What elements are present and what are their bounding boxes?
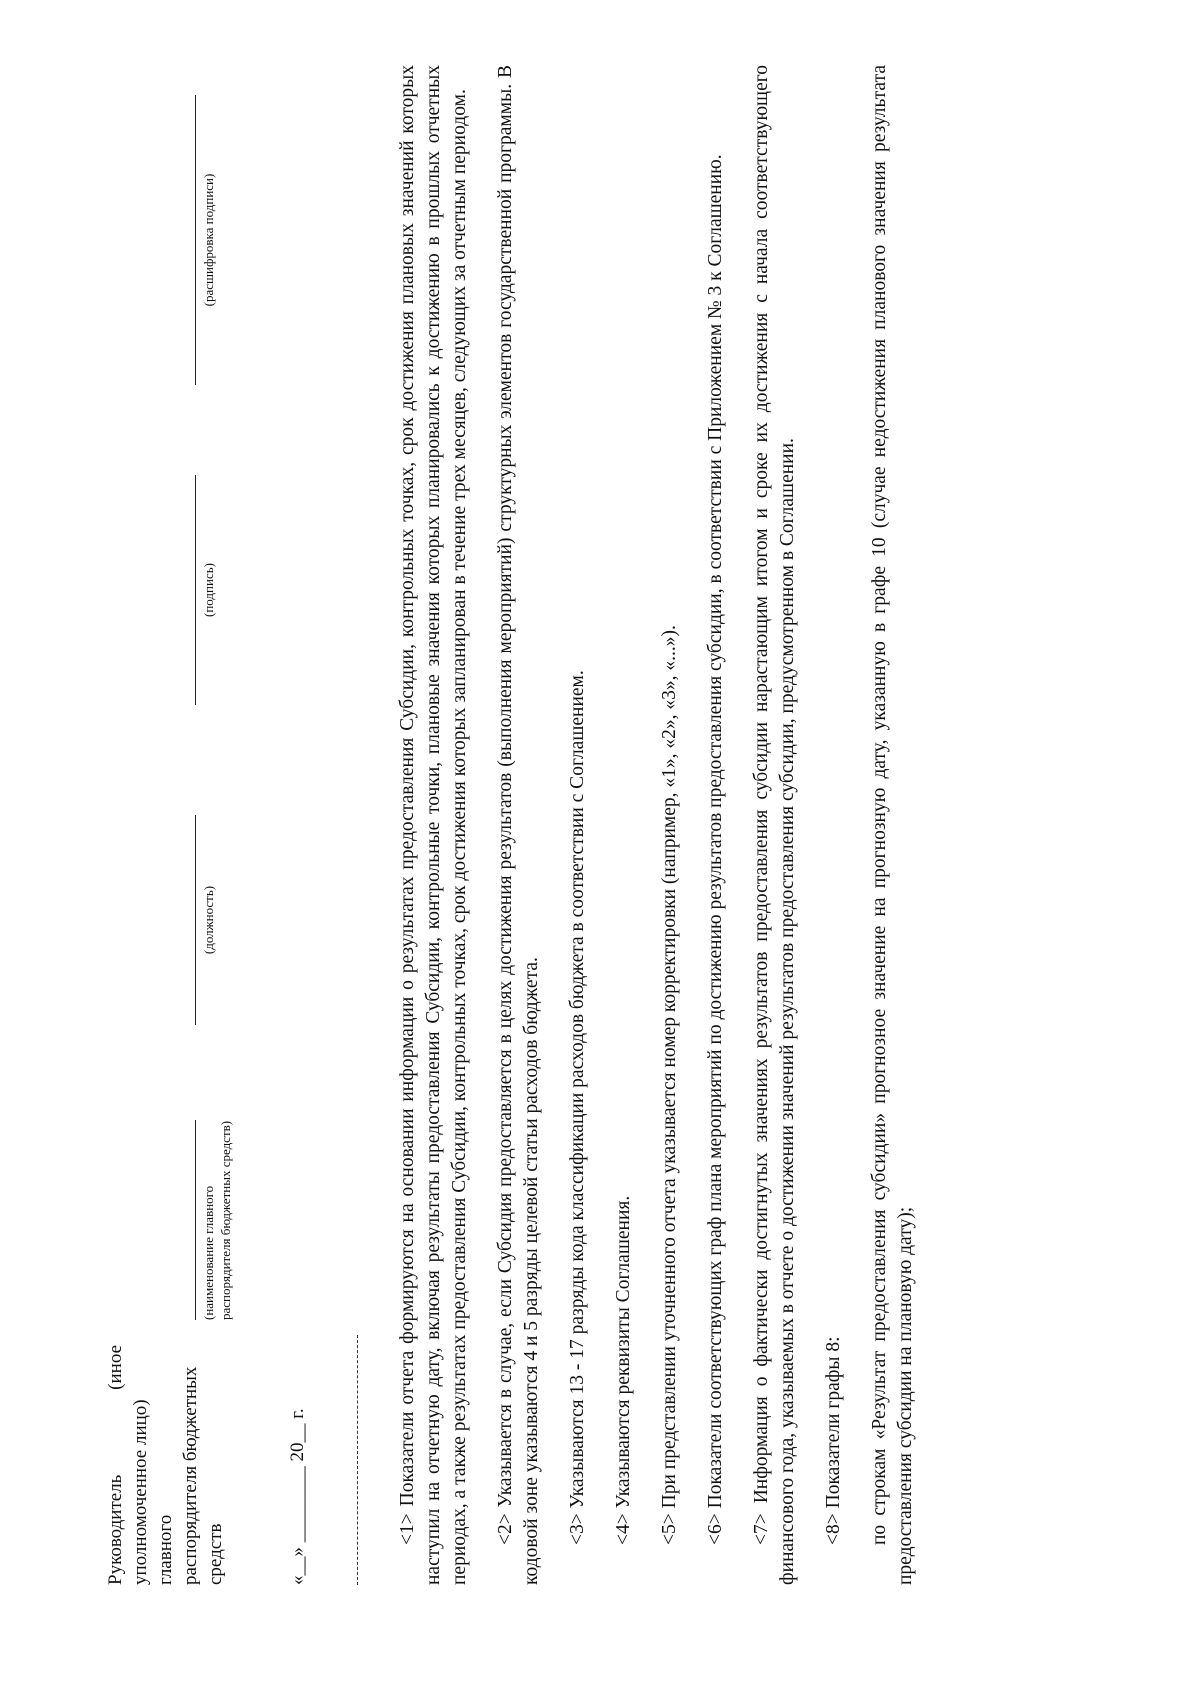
position-field: [195, 815, 217, 1025]
head-label-part1: Руководитель: [105, 1474, 126, 1585]
signature-field: [195, 475, 217, 705]
footnote-4: <4> Указываются реквизиты Соглашения.: [613, 1195, 634, 1545]
footnote-6: <6> Показатели соответствующих граф плана мероприятий по достижению результатов предоставления субсидии, в соответствии с Приложением № 3 к Соглашению.: [705, 154, 726, 1545]
head-label: [103, 1345, 228, 1585]
footnote-8-detail: по строкам «Результат предоставления субсидии» прогнозное значение на прогнозную дату, указанную в графе 10 (случае недостижения планового значения результата предоставления субсидии на плановую дату);: [869, 65, 916, 1585]
footnote-separator: [357, 1335, 358, 1585]
footnote-8: <8> Показатели графы 8:: [823, 1336, 844, 1545]
org-caption: (наименование главного распорядителя бюджетных средств): [201, 1120, 233, 1320]
name-field: [195, 95, 217, 385]
footnote-5: <5> При представлении уточненного отчета указывается номер корректировки (например, «1», «2», «3», «...»).: [659, 625, 680, 1545]
footnote-1: <1> Показатели отчета формируются на основании информации о результатах предоставления Субсидии, контрольных точках, срок достижения плановых значений которых наступил на отчетную дату, включая результаты предоставления Субсидии, контрольные точки, плановые значения которых планировались к достижению в прошлых отчетных периодах, а также результатах предоставления Субсидии, контрольных точках, срок достижения которых запланирован в течение трех месяцев, следующих за отчетным периодом.: [397, 65, 470, 1585]
position-caption: (должность): [201, 885, 216, 955]
name-caption: (расшифровка подписи): [201, 173, 216, 307]
org-field: [195, 1120, 234, 1320]
rotated-content: [95, 65, 1135, 1585]
date-line: «__» ________ 20__ г.: [287, 1408, 308, 1585]
signature-block: [95, 65, 385, 1585]
footnotes: [395, 65, 939, 1585]
footnote-7: <7> Информация о фактически достигнутых значениях результатов предоставления субсидии нарастающим итогом и сроке их достижения с начала соответствующего финансового года, указываемых в отчете о достижении значений результатов предоставления субсидии, предусмотренном в Соглашении.: [751, 65, 798, 1585]
signature-caption: (подпись): [201, 563, 216, 617]
head-label-part2: (иное: [105, 1345, 126, 1390]
head-label-line1: [103, 1345, 128, 1585]
footnote-3: <3> Указываются 13 - 17 разряды кода классификации расходов бюджета в соответствии с Соглашением.: [567, 670, 588, 1545]
head-label-line3: распорядителя бюджетных средств: [180, 1366, 226, 1585]
head-label-line2: уполномоченное лицо) главного: [130, 1399, 176, 1585]
footnote-2: <2> Указывается в случае, если Субсидия предоставляется в целях достижения результатов (выполнения мероприятий) структурных элементов государственной программы. В кодовой зоне указываются 4 и 5 разряды целевой статьи расходов бюджета.: [495, 65, 542, 1585]
